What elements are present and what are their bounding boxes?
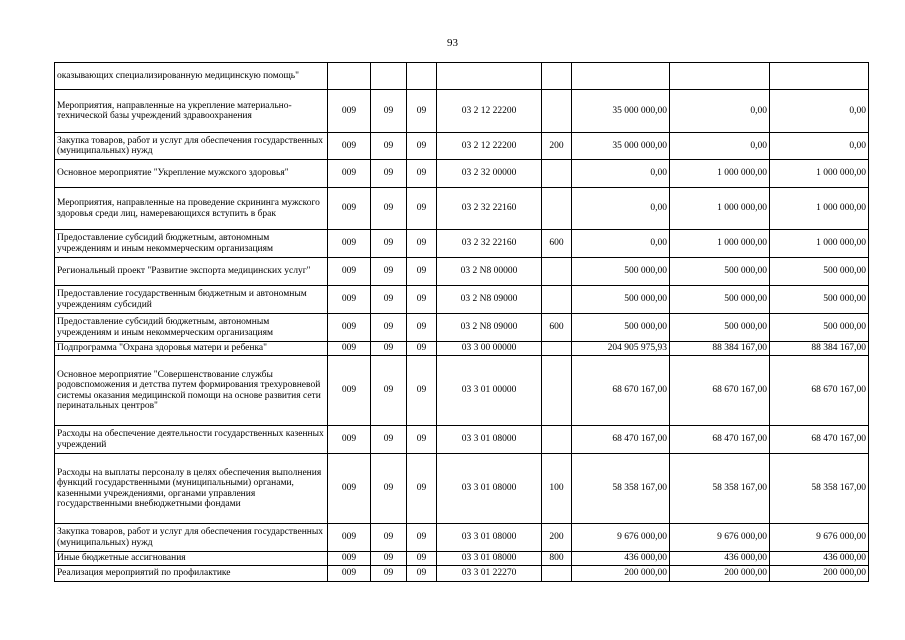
amount-year-1: 500 000,00 — [572, 314, 670, 342]
target-article: 03 3 01 08000 — [437, 552, 542, 566]
amount-year-3: 58 358 167,00 — [770, 454, 869, 524]
subsection-code: 09 — [407, 133, 437, 160]
section-code: 09 — [371, 90, 407, 133]
subsection-code: 09 — [407, 566, 437, 582]
amount-year-1: 58 358 167,00 — [572, 454, 670, 524]
row-name: Региональный проект "Развитие экспорта медицинских услуг" — [55, 258, 328, 286]
amount-year-1: 436 000,00 — [572, 552, 670, 566]
target-article: 03 3 01 08000 — [437, 454, 542, 524]
expense-type — [542, 342, 572, 356]
amount-year-1: 9 676 000,00 — [572, 524, 670, 552]
section-code: 09 — [371, 342, 407, 356]
dept-code: 009 — [328, 342, 371, 356]
dept-code: 009 — [328, 90, 371, 133]
dept-code: 009 — [328, 314, 371, 342]
expense-type: 600 — [542, 230, 572, 258]
amount-year-3: 1 000 000,00 — [770, 230, 869, 258]
row-name: Мероприятия, направленные на укрепление материально-технической базы учреждений здравоохранения — [55, 90, 328, 133]
table-row — [55, 566, 869, 582]
section-code — [371, 63, 407, 90]
subsection-code — [407, 63, 437, 90]
expense-type: 200 — [542, 524, 572, 552]
expense-type: 800 — [542, 552, 572, 566]
amount-year-1: 204 905 975,93 — [572, 342, 670, 356]
target-article: 03 2 32 22160 — [437, 230, 542, 258]
amount-year-2: 500 000,00 — [670, 258, 770, 286]
subsection-code: 09 — [407, 356, 437, 426]
expense-type — [542, 356, 572, 426]
dept-code: 009 — [328, 566, 371, 582]
amount-year-2: 88 384 167,00 — [670, 342, 770, 356]
section-code: 09 — [371, 133, 407, 160]
table-row — [55, 63, 869, 90]
dept-code: 009 — [328, 426, 371, 454]
amount-year-2: 500 000,00 — [670, 314, 770, 342]
dept-code: 009 — [328, 160, 371, 188]
expense-type — [542, 188, 572, 230]
dept-code: 009 — [328, 356, 371, 426]
amount-year-1: 68 670 167,00 — [572, 356, 670, 426]
amount-year-1: 0,00 — [572, 160, 670, 188]
row-name: Расходы на обеспечение деятельности государственных казенных учреждений — [55, 426, 328, 454]
target-article: 03 2 12 22200 — [437, 90, 542, 133]
amount-year-1: 0,00 — [572, 230, 670, 258]
amount-year-3: 0,00 — [770, 90, 869, 133]
dept-code: 009 — [328, 286, 371, 314]
expense-type — [542, 63, 572, 90]
table-row — [55, 160, 869, 188]
subsection-code: 09 — [407, 342, 437, 356]
dept-code — [328, 63, 371, 90]
table-row — [55, 133, 869, 160]
amount-year-1: 500 000,00 — [572, 258, 670, 286]
subsection-code: 09 — [407, 314, 437, 342]
target-article: 03 2 N8 09000 — [437, 286, 542, 314]
subsection-code: 09 — [407, 230, 437, 258]
amount-year-3: 9 676 000,00 — [770, 524, 869, 552]
amount-year-2: 68 670 167,00 — [670, 356, 770, 426]
expense-type — [542, 90, 572, 133]
amount-year-2: 500 000,00 — [670, 286, 770, 314]
amount-year-3: 88 384 167,00 — [770, 342, 869, 356]
section-code: 09 — [371, 356, 407, 426]
subsection-code: 09 — [407, 552, 437, 566]
section-code: 09 — [371, 314, 407, 342]
table-row — [55, 314, 869, 342]
target-article: 03 3 01 22270 — [437, 566, 542, 582]
target-article: 03 3 01 00000 — [437, 356, 542, 426]
amount-year-2: 436 000,00 — [670, 552, 770, 566]
target-article — [437, 63, 542, 90]
table-row — [55, 258, 869, 286]
amount-year-3: 1 000 000,00 — [770, 188, 869, 230]
row-name: оказывающих специализированную медицинскую помощь" — [55, 63, 328, 90]
section-code: 09 — [371, 188, 407, 230]
subsection-code: 09 — [407, 426, 437, 454]
subsection-code: 09 — [407, 90, 437, 133]
row-name: Иные бюджетные ассигнования — [55, 552, 328, 566]
amount-year-1: 68 470 167,00 — [572, 426, 670, 454]
row-name: Предоставление субсидий бюджетным, автономным учреждениям и иным некоммерческим организациям — [55, 314, 328, 342]
table-row — [55, 552, 869, 566]
expense-type — [542, 160, 572, 188]
dept-code: 009 — [328, 188, 371, 230]
amount-year-1: 0,00 — [572, 188, 670, 230]
table-row — [55, 524, 869, 552]
section-code: 09 — [371, 160, 407, 188]
section-code: 09 — [371, 230, 407, 258]
amount-year-3: 1 000 000,00 — [770, 160, 869, 188]
amount-year-2: 1 000 000,00 — [670, 188, 770, 230]
amount-year-3: 500 000,00 — [770, 314, 869, 342]
amount-year-2: 58 358 167,00 — [670, 454, 770, 524]
dept-code: 009 — [328, 230, 371, 258]
expense-type — [542, 286, 572, 314]
section-code: 09 — [371, 426, 407, 454]
page-number: 93 — [447, 37, 458, 49]
amount-year-2: 0,00 — [670, 90, 770, 133]
subsection-code: 09 — [407, 188, 437, 230]
amount-year-2 — [670, 63, 770, 90]
target-article: 03 3 01 08000 — [437, 426, 542, 454]
target-article: 03 2 12 22200 — [437, 133, 542, 160]
section-code: 09 — [371, 454, 407, 524]
amount-year-2: 0,00 — [670, 133, 770, 160]
row-name: Предоставление государственным бюджетным и автономным учреждениям субсидий — [55, 286, 328, 314]
row-name: Подпрограмма "Охрана здоровья матери и ребенка" — [55, 342, 328, 356]
subsection-code: 09 — [407, 258, 437, 286]
table-row — [55, 356, 869, 426]
expense-type — [542, 426, 572, 454]
amount-year-3: 500 000,00 — [770, 286, 869, 314]
amount-year-3: 200 000,00 — [770, 566, 869, 582]
amount-year-3: 68 470 167,00 — [770, 426, 869, 454]
dept-code: 009 — [328, 133, 371, 160]
amount-year-3: 436 000,00 — [770, 552, 869, 566]
row-name: Основное мероприятие "Укрепление мужского здоровья" — [55, 160, 328, 188]
amount-year-1 — [572, 63, 670, 90]
section-code: 09 — [371, 524, 407, 552]
table-row — [55, 230, 869, 258]
table-row — [55, 342, 869, 356]
table-row — [55, 188, 869, 230]
amount-year-1: 35 000 000,00 — [572, 90, 670, 133]
row-name: Предоставление субсидий бюджетным, автономным учреждениям и иным некоммерческим организациям — [55, 230, 328, 258]
target-article: 03 2 N8 00000 — [437, 258, 542, 286]
dept-code: 009 — [328, 552, 371, 566]
budget-table — [54, 62, 869, 582]
amount-year-2: 1 000 000,00 — [670, 230, 770, 258]
amount-year-1: 500 000,00 — [572, 286, 670, 314]
dept-code: 009 — [328, 524, 371, 552]
section-code: 09 — [371, 566, 407, 582]
subsection-code: 09 — [407, 524, 437, 552]
table-body — [55, 63, 869, 582]
amount-year-3: 500 000,00 — [770, 258, 869, 286]
row-name: Основное мероприятие "Совершенствование службы родовспоможения и детства путем формирования трехуровневой системы оказания медицинской помощи на основе развития сети перинатальных центров" — [55, 356, 328, 426]
target-article: 03 2 32 00000 — [437, 160, 542, 188]
expense-type: 600 — [542, 314, 572, 342]
table-row — [55, 426, 869, 454]
expense-type — [542, 566, 572, 582]
subsection-code: 09 — [407, 286, 437, 314]
subsection-code: 09 — [407, 454, 437, 524]
amount-year-1: 200 000,00 — [572, 566, 670, 582]
target-article: 03 2 N8 09000 — [437, 314, 542, 342]
target-article: 03 3 01 08000 — [437, 524, 542, 552]
table-row — [55, 286, 869, 314]
table-row — [55, 90, 869, 133]
amount-year-2: 1 000 000,00 — [670, 160, 770, 188]
section-code: 09 — [371, 552, 407, 566]
subsection-code: 09 — [407, 160, 437, 188]
target-article: 03 2 32 22160 — [437, 188, 542, 230]
amount-year-2: 68 470 167,00 — [670, 426, 770, 454]
section-code: 09 — [371, 258, 407, 286]
expense-type: 200 — [542, 133, 572, 160]
amount-year-3: 68 670 167,00 — [770, 356, 869, 426]
amount-year-2: 200 000,00 — [670, 566, 770, 582]
dept-code: 009 — [328, 454, 371, 524]
expense-type: 100 — [542, 454, 572, 524]
row-name: Закупка товаров, работ и услуг для обеспечения государственных (муниципальных) нужд — [55, 133, 328, 160]
section-code: 09 — [371, 286, 407, 314]
amount-year-2: 9 676 000,00 — [670, 524, 770, 552]
row-name: Мероприятия, направленные на проведение скрининга мужского здоровья среди лиц, намеревающихся вступить в брак — [55, 188, 328, 230]
dept-code: 009 — [328, 258, 371, 286]
amount-year-3 — [770, 63, 869, 90]
row-name: Реализация мероприятий по профилактике — [55, 566, 328, 582]
amount-year-1: 35 000 000,00 — [572, 133, 670, 160]
expense-type — [542, 258, 572, 286]
amount-year-3: 0,00 — [770, 133, 869, 160]
table-row — [55, 454, 869, 524]
target-article: 03 3 00 00000 — [437, 342, 542, 356]
row-name: Расходы на выплаты персоналу в целях обеспечения выполнения функций государственными (муниципальными) органами, казенными учреждениями, органами управления государственными внебюджетными фондами — [55, 454, 328, 524]
row-name: Закупка товаров, работ и услуг для обеспечения государственных (муниципальных) нужд — [55, 524, 328, 552]
